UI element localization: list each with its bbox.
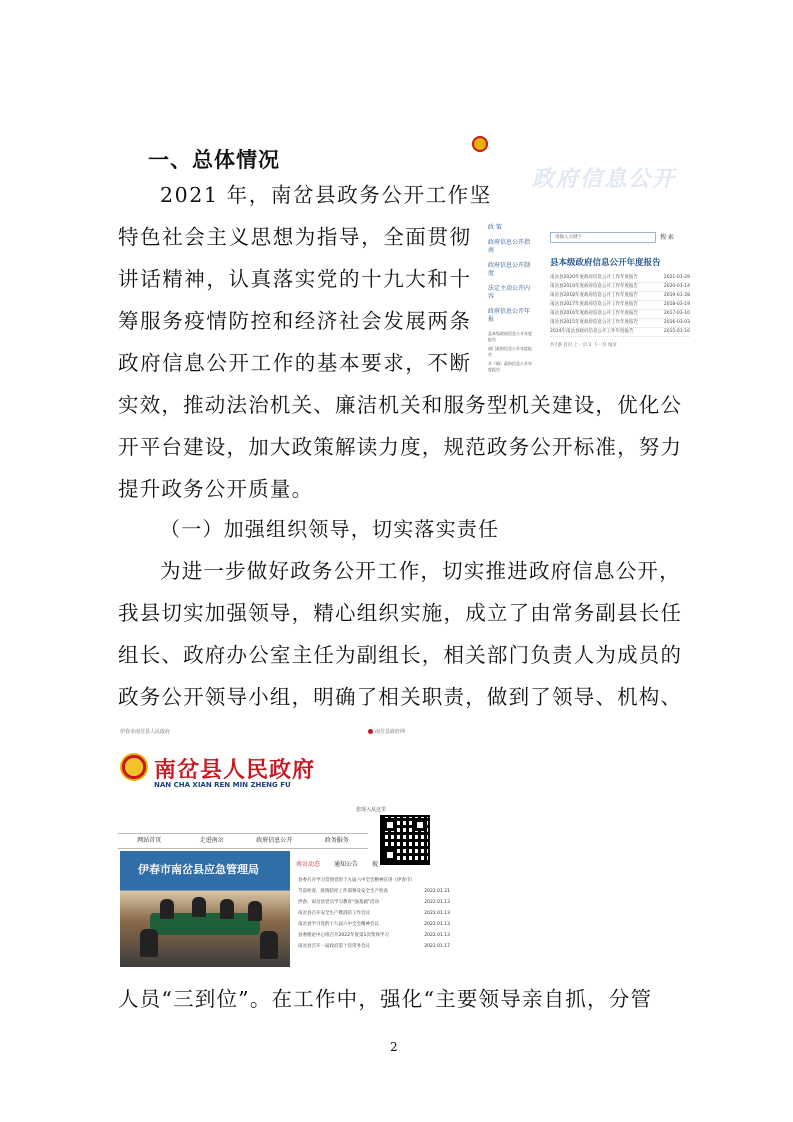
list-item[interactable]: 县委召开学习贯彻党的十九届六中全会精神宣讲（伊春市） bbox=[298, 878, 415, 883]
paragraph-line: 开平台建设，加大政策解读力度，规范政务公开标准，努力 bbox=[118, 435, 683, 459]
paragraph-line: 筹服务疫情防控和经济社会发展两条 bbox=[118, 309, 472, 333]
list-item[interactable]: 2014年南岔县政府信息公开工作年度报告 2015-01-16 bbox=[550, 328, 690, 337]
list-item[interactable]: 南岔县2015年度政府信息公开工作年度报告 2016-03-03 bbox=[550, 319, 690, 328]
disclosure-banner: 政府信息公开 bbox=[532, 167, 677, 192]
nav-item-services[interactable]: 政务服务 bbox=[324, 837, 349, 844]
screenshot-county-homepage bbox=[118, 725, 450, 969]
list-item[interactable]: 南岔县2019年度政府信息公开工作年度报告 2020-01-14 bbox=[550, 283, 690, 292]
sidebar-item[interactable]: 政府信息公开指南 bbox=[488, 239, 531, 254]
news-tabs bbox=[296, 859, 378, 868]
subsection-heading: （一）加强组织领导，切实落实责任 bbox=[160, 517, 500, 541]
news-list bbox=[298, 875, 450, 952]
nav-item-disclosure[interactable]: 政府信息公开 bbox=[256, 837, 293, 844]
paragraph-line: 政务公开领导小组，明确了相关职责，做到了领导、机构、 bbox=[118, 685, 683, 709]
news-photo[interactable] bbox=[120, 851, 290, 967]
search-input[interactable]: 请输入关键字 bbox=[550, 232, 656, 243]
paragraph-line: 特色社会主义思想为指导，全面贯彻 bbox=[118, 225, 472, 249]
report-list-title: 县本级政府信息公开年度报告 bbox=[550, 258, 661, 268]
sidebar-item[interactable]: 政 策 bbox=[488, 224, 502, 231]
list-item[interactable]: 南岔县学习党的十九届六中全会精神会议 2022.01.13 bbox=[298, 922, 450, 927]
qr-code-icon bbox=[380, 815, 430, 865]
list-item[interactable]: 伊春、南岔县党员学习教育“强基础”活动 2022.01.13 bbox=[298, 900, 450, 905]
paragraph-line: 为进一步做好政务公开工作，切实推进政府信息公开， bbox=[160, 559, 681, 583]
top-bar-text: 伊春市南岔县人民政府 bbox=[120, 729, 171, 735]
list-item[interactable]: 南岔县2020年度政府信息公开工作年度报告 2021-01-29 bbox=[550, 274, 690, 283]
sidebar-item[interactable]: 政府信息公开年报 bbox=[488, 308, 531, 323]
sidebar-item[interactable]: 法定主动公开内容 bbox=[488, 285, 531, 300]
login-link[interactable]: 您现入从这里 bbox=[356, 807, 387, 813]
national-emblem-icon bbox=[472, 136, 488, 152]
nav-item-home[interactable]: 网站首页 bbox=[137, 837, 162, 844]
party-emblem-icon bbox=[368, 729, 373, 734]
list-item[interactable]: 县委理论中心组召开2022年度第1次集体学习 2022.01.13 bbox=[298, 933, 450, 938]
sidebar-item[interactable]: 政府信息公开制度 bbox=[488, 262, 531, 277]
paragraph-line: 讲话精神，认真落实党的十九大和十 bbox=[118, 267, 472, 291]
list-item[interactable]: 南岔县召开一届政府第十次常务会议 2022.01.17 bbox=[298, 944, 450, 949]
tab-video[interactable]: 视 bbox=[372, 861, 379, 868]
site-subtitle: NAN CHA XIAN REN MIN ZHENG FU bbox=[154, 781, 291, 789]
national-emblem-icon bbox=[120, 753, 148, 781]
list-item[interactable]: 南岔县2018年度政府信息公开工作年度报告 2019-01-28 bbox=[550, 292, 690, 301]
list-item[interactable]: 南岔县召开安全生产暨消防工作会议 2022.01.13 bbox=[298, 911, 450, 916]
nav-item-about[interactable]: 走进南岔 bbox=[199, 837, 224, 844]
photo-banner-text: 伊春市南岔县应急管理局 bbox=[138, 863, 259, 876]
list-item[interactable]: 南岔县2016年度政府信息公开工作年度报告 2017-03-10 bbox=[550, 310, 690, 319]
main-nav bbox=[118, 833, 368, 849]
tab-notices[interactable]: 通知公告 bbox=[334, 861, 359, 868]
paragraph-line: 提升政务公开质量。 bbox=[118, 477, 314, 501]
paragraph-line: 2021 年，南岔县政务公开工作坚 bbox=[160, 183, 492, 207]
site-title: 南岔县人民政府 bbox=[154, 758, 316, 783]
sidebar-subitem[interactable]: 县本级政府信息公开年度报告 bbox=[488, 331, 532, 342]
disclosure-sidebar bbox=[488, 224, 532, 376]
paragraph-line: 政府信息公开工作的基本要求，不断 bbox=[118, 351, 472, 375]
paragraph-line: 人员“三到位”。在工作中，强化“主要领导亲自抓，分管 bbox=[118, 987, 653, 1011]
paragraph-line: 实效，推动法治机关、廉洁机关和服务型机关建设，优化公 bbox=[118, 393, 683, 417]
top-bar-link[interactable]: 南岔县政府网 bbox=[368, 728, 405, 735]
list-item[interactable]: 节前检查、疫情防控工作部署及安全生产检查 2022.01.21 bbox=[298, 889, 450, 894]
paragraph-line: 组长、政府办公室主任为副组长，相关部门负责人为成员的 bbox=[118, 643, 683, 667]
sidebar-subitem[interactable]: 乡（镇）政府信息公开年度报告 bbox=[488, 361, 532, 372]
sidebar-subitem[interactable]: 部门政府信息公开年度报告 bbox=[488, 346, 532, 357]
report-list bbox=[550, 274, 690, 337]
search-button[interactable]: 搜 索 bbox=[660, 234, 674, 241]
pagination[interactable]: 共7条 首页 上一页 1 下一页 尾页 bbox=[550, 343, 617, 348]
paragraph-line: 我县切实加强领导，精心组织实施，成立了由常务副县长任 bbox=[118, 601, 683, 625]
list-item[interactable]: 南岔县2017年度政府信息公开工作年度报告 2018-03-19 bbox=[550, 301, 690, 310]
tab-news[interactable]: 南岔动态 bbox=[296, 861, 321, 868]
screenshot-info-disclosure bbox=[470, 132, 695, 372]
page-number: 2 bbox=[390, 1040, 398, 1054]
section-heading: 一、总体情况 bbox=[148, 148, 280, 172]
